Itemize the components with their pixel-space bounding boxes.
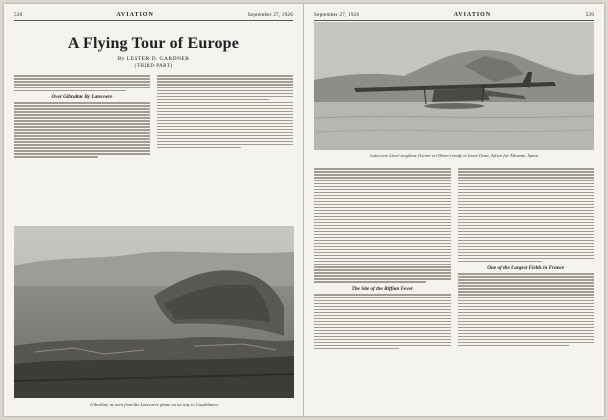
body-text-block [14, 75, 150, 91]
magazine-name-right: AVIATION [453, 12, 492, 18]
article-byline: By LESTER D. GARDNER [117, 56, 190, 62]
issue-date-left: September 27, 1926 [247, 12, 293, 18]
right-column-2 [458, 168, 595, 349]
left-text-columns [14, 75, 293, 158]
right-photo-caption: Latecoere Lioré seaplane (Lioret et Olivier) ready to leave Oran, Africa for Alicante, Spain [370, 153, 538, 158]
body-text-block [14, 102, 150, 157]
seaplane-photo [314, 22, 594, 150]
body-text-block [157, 75, 293, 148]
body-text-block [458, 168, 595, 262]
article-part: (THIRD PART) [134, 64, 173, 69]
article-title: A Flying Tour of Europe [67, 35, 240, 52]
body-text-block [314, 168, 451, 283]
issue-date-right: September 27, 1926 [314, 12, 360, 18]
running-header-left [14, 12, 293, 21]
right-text-columns [314, 168, 594, 349]
gibraltar-aerial-photo [14, 226, 294, 398]
body-text-block [458, 273, 595, 346]
right-page [304, 4, 604, 416]
page-number-left: 530 [14, 12, 23, 18]
left-page [4, 4, 304, 416]
subhead-over-gibraltar: Over Gibraltar By Latecoere [51, 94, 113, 101]
left-photo-caption: Gibraltar, as seen from the Latecoere plane on its way to Casablanca [90, 402, 218, 407]
subhead-riffian-fever: The Site of the Riffian Fever [351, 285, 413, 292]
running-header-right [314, 12, 594, 21]
body-text-block [314, 294, 451, 349]
page-number-right: 539 [585, 12, 594, 18]
magazine-spread [4, 4, 604, 416]
left-column-2 [157, 75, 293, 158]
magazine-name-left: AVIATION [116, 12, 154, 18]
subhead-largest-fields: One of the Largest Fields in France [487, 265, 565, 272]
left-column-1 [14, 75, 150, 158]
right-column-1 [314, 168, 451, 349]
